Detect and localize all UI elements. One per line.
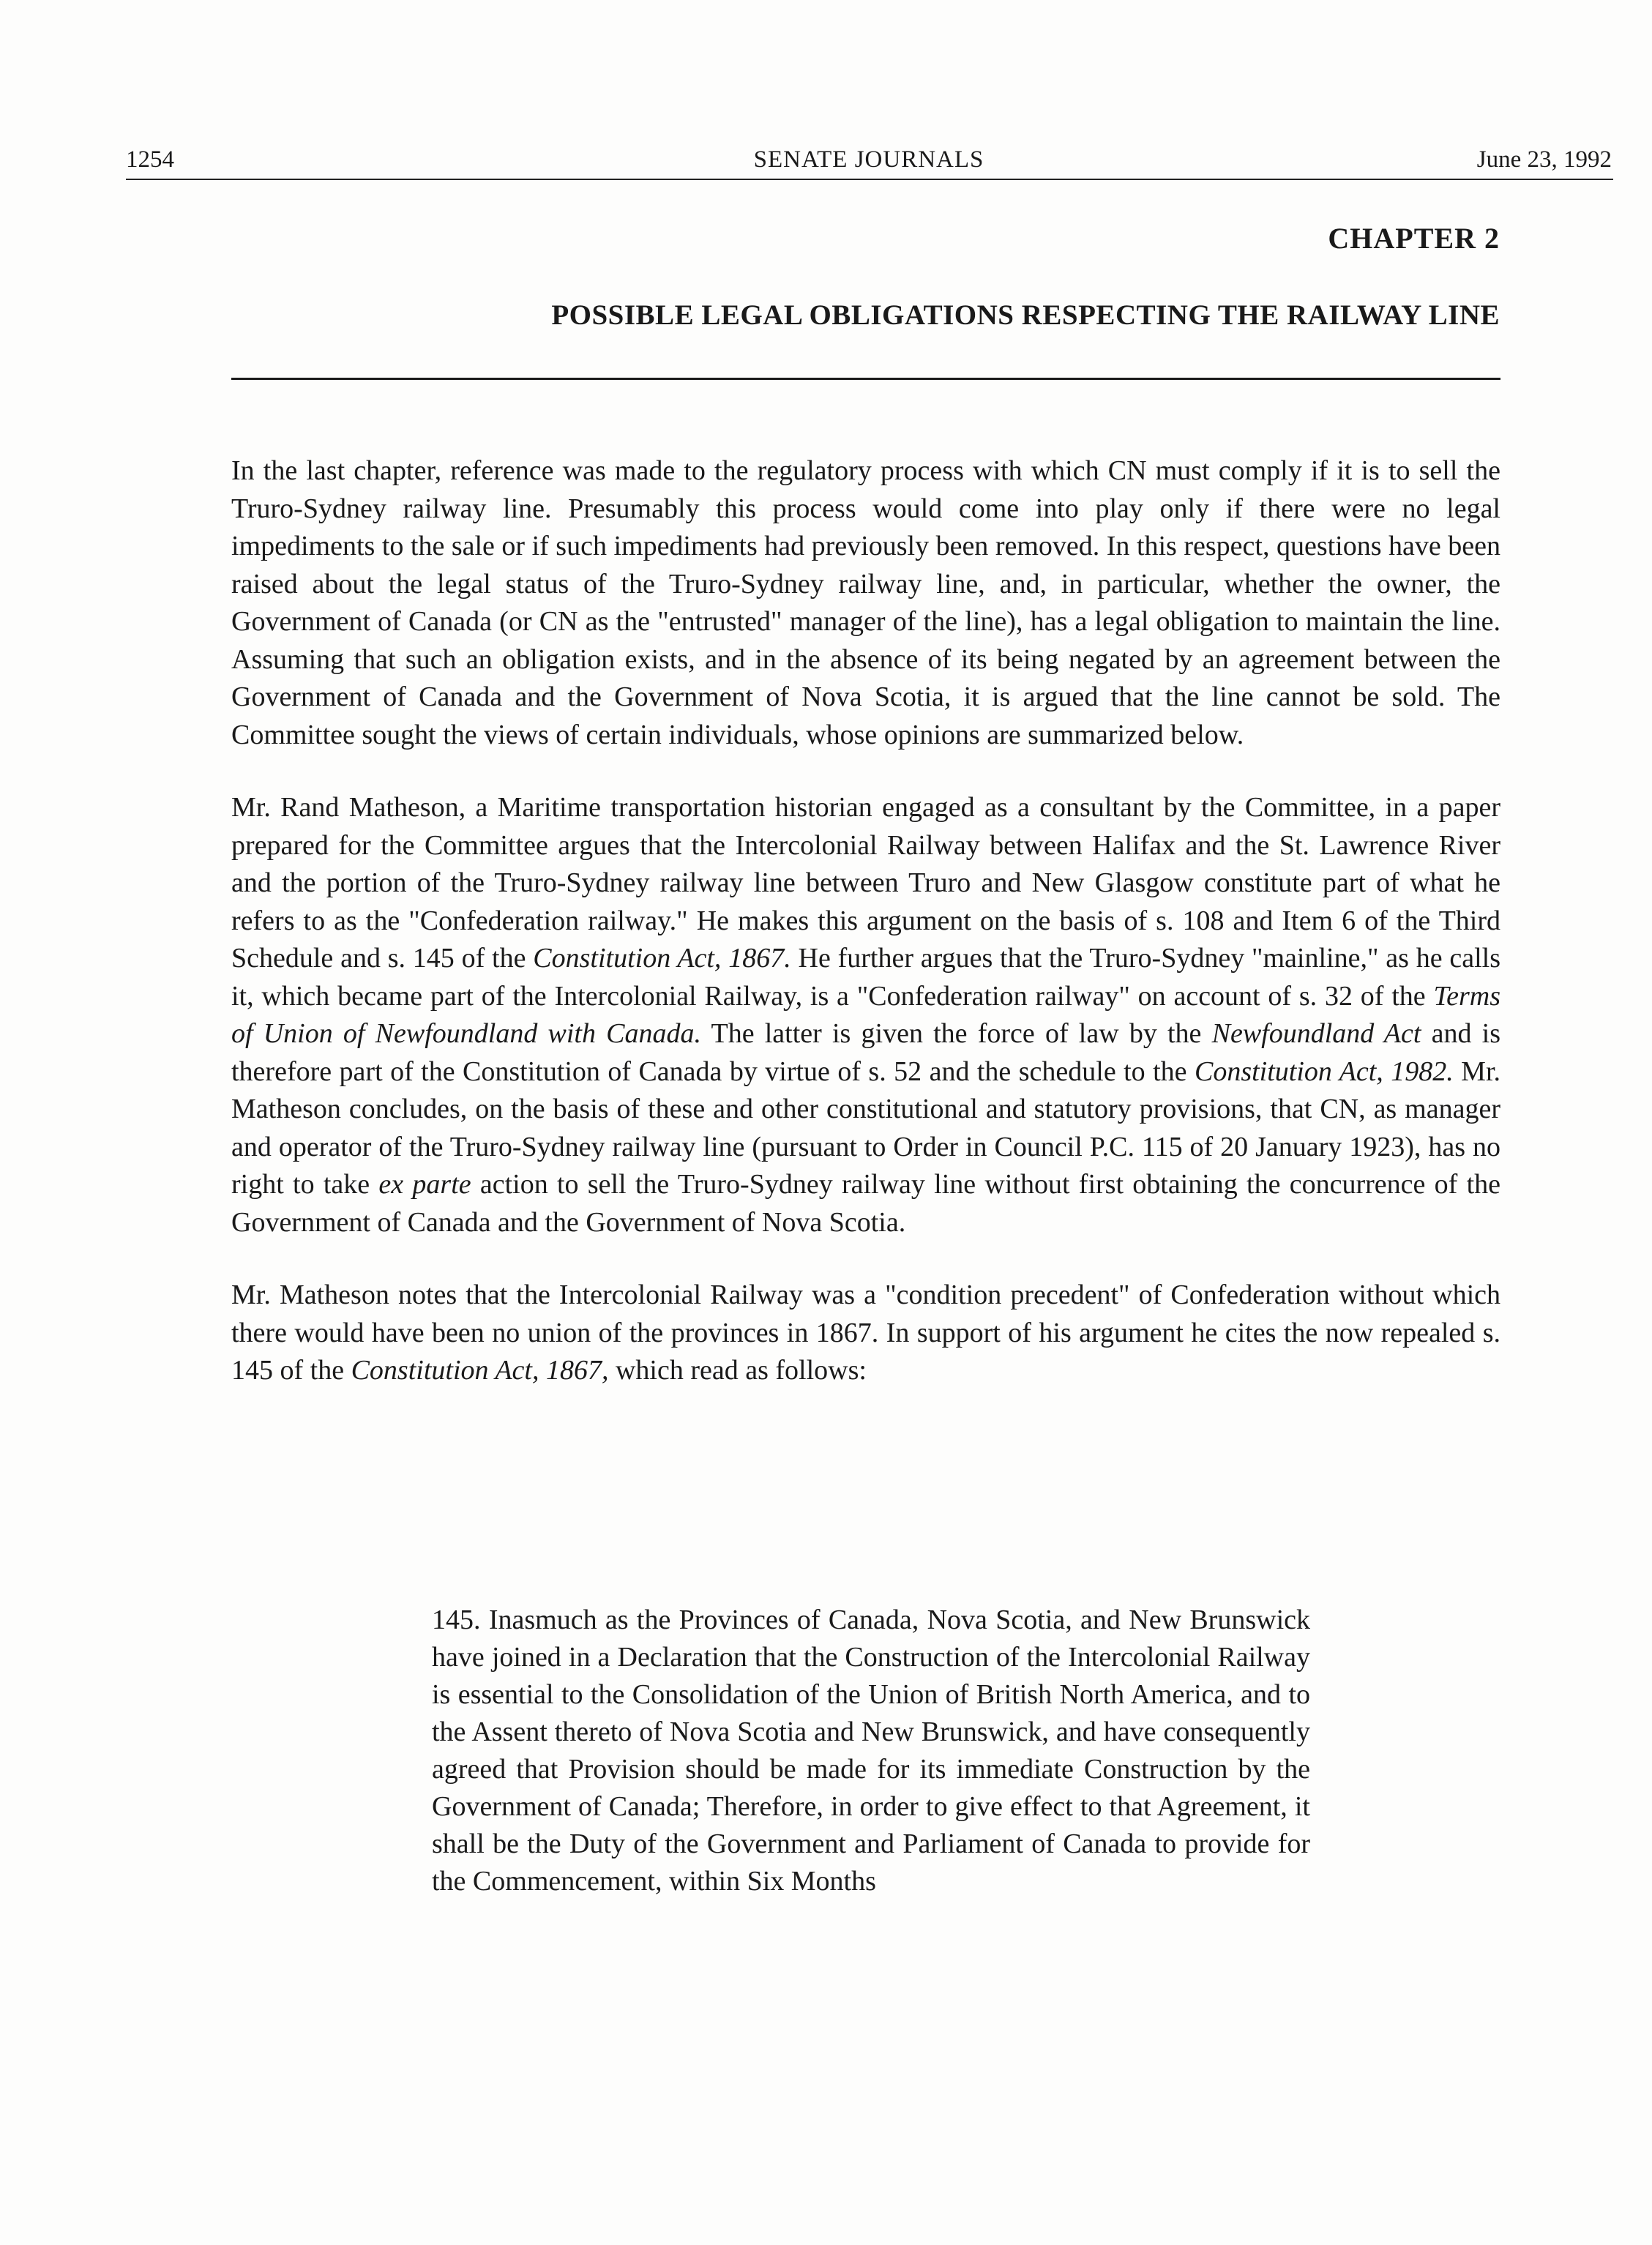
term-ex-parte: ex parte bbox=[378, 1169, 471, 1200]
paragraph-2-text-3: The latter is given the force of law by the bbox=[701, 1018, 1212, 1049]
chapter-title: POSSIBLE LEGAL OBLIGATIONS RESPECTING THE RAILWAY LINE bbox=[551, 299, 1500, 331]
citation-newfoundland-act: Newfoundland Act bbox=[1211, 1018, 1421, 1049]
paragraph-1: In the last chapter, reference was made to the regulatory process with which CN must comply if it is to sell the Truro-Sydney railway line. Presumably this process would come into play only if there were no legal impediments to the sale or if such impediments had previously been removed. In this respect, questions have been raised about the legal status of the Truro-Sydney railway line, and, in particular, whether the owner, the Government of Canada (or CN as the "entrusted" manager of the line), has a legal obligation to maintain the line. Assuming that such an obligation exists, and in the absence of its being negated by an agreement between the Government of Canada and the Government of Nova Scotia, it is argued that the line cannot be sold. The Committee sought the views of certain individuals, whose opinions are summarized below. bbox=[231, 455, 1500, 750]
paragraph-2-text-1: Mr. Rand Matheson, a Maritime transportation historian engaged as a consultant by the Committee, in a paper prepared for the Committee argues that the Intercolonial Railway between Halifax and the St. Lawrence River and the portion of the Truro-Sydney railway line between Truro and New Glasgow constitute part of what he refers to as the "Confederation railway." He makes this argument on the basis of s. 108 and Item 6 of the Third Schedule and s. 145 of the bbox=[231, 792, 1500, 974]
paragraph-2-text-6: action to sell the Truro-Sydney railway line without first obtaining the concurrence of the Government of Canada and the Government of Nova Scotia. bbox=[231, 1169, 1500, 1238]
paragraph-2-text-5: Mr. Matheson concludes, on the basis of these and other constitutional and statutory provisions, that CN, as manager and operator of the Truro-Sydney railway line (pursuant to Order in Council P.C. 115 of 20 January 1923), has no right to take bbox=[231, 1056, 1500, 1200]
block-quotation: 145. Inasmuch as the Provinces of Canada, Nova Scotia, and New Brunswick have joined in a Declaration that the Construction of the Intercolonial Railway is essential to the Consolidation of the Union of British North America, and to the Assent thereto of Nova Scotia and New Brunswick, and have consequently agreed that Provision should be made for its immediate Construction by the Government of Canada; Therefore, in order to give effect to that Agreement, it shall be the Duty of the Government and Parliament of Canada to provide for the Commencement, within Six Months bbox=[432, 1605, 1310, 1897]
citation-constitution-act-1867: Constitution Act, 1867. bbox=[533, 943, 791, 974]
paragraph-2-text-2: He further argues that the Truro-Sydney "mainline," as he calls it, which became part of the Intercolonial Railway, is a "Confederation railway" on account of s. 32 of the bbox=[231, 943, 1500, 1012]
title-rule bbox=[231, 378, 1500, 380]
paragraph-3 bbox=[231, 1277, 1500, 1390]
paragraph-2-text-4: and is therefore part of the Constitution of Canada by virtue of s. 52 and the schedule to the bbox=[231, 1018, 1500, 1087]
paragraph-3-text-2: which read as follows: bbox=[608, 1355, 867, 1386]
citation-constitution-act-1867-b: Constitution Act, 1867, bbox=[351, 1355, 609, 1386]
paragraph-2 bbox=[231, 789, 1500, 1241]
header-rule bbox=[126, 179, 1613, 180]
citation-constitution-act-1982: Constitution Act, 1982. bbox=[1194, 1056, 1454, 1087]
page-number: 1254 bbox=[126, 146, 174, 173]
citation-terms-of-union: Terms of Union of Newfoundland with Canada. bbox=[231, 980, 1500, 1049]
journal-title: SENATE JOURNALS bbox=[753, 146, 984, 173]
running-head bbox=[126, 141, 1612, 179]
paragraph-3-text-1: Mr. Matheson notes that the Intercolonial Railway was a "condition precedent" of Confederation without which there would have been no union of the provinces in 1867. In support of his argument he cites the now repealed s. 145 of the bbox=[231, 1280, 1500, 1386]
journal-date: June 23, 1992 bbox=[1476, 146, 1612, 173]
body-text bbox=[231, 452, 1500, 1425]
chapter-label: CHAPTER 2 bbox=[1328, 222, 1500, 255]
